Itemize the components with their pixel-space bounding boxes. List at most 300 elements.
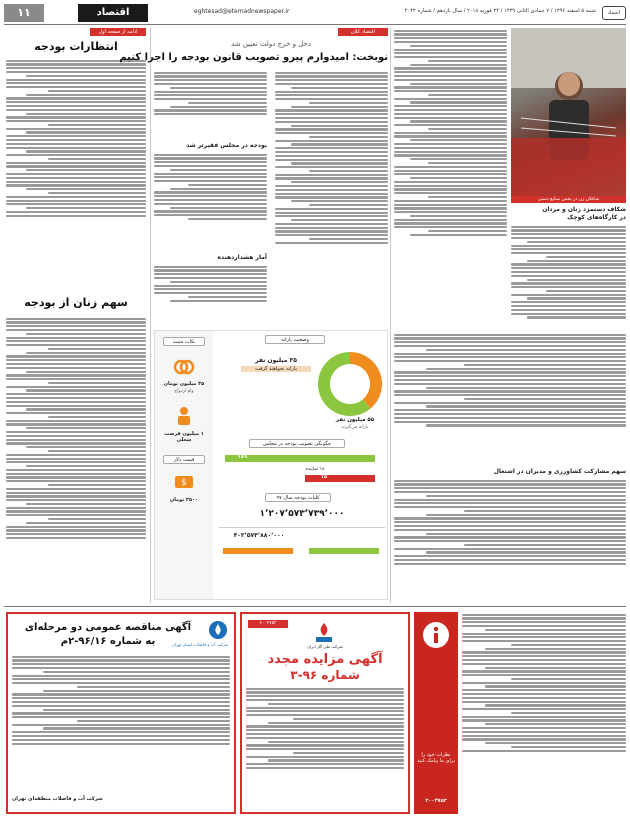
text-line xyxy=(43,690,230,692)
ad-feedback xyxy=(414,612,458,814)
text-line xyxy=(6,355,146,357)
text-line xyxy=(275,128,388,130)
text-line xyxy=(394,166,507,168)
text-line xyxy=(394,37,507,39)
ad-auction-number-badge: ۲۰۰۴۷۵۳ xyxy=(248,620,288,628)
text-line xyxy=(394,360,626,362)
text-line xyxy=(6,529,146,531)
text-line xyxy=(6,526,146,528)
text-line xyxy=(511,301,626,303)
text-line xyxy=(12,716,230,718)
text-line xyxy=(291,106,388,108)
text-line xyxy=(6,514,146,516)
text-line xyxy=(154,195,267,197)
text-line xyxy=(462,625,626,627)
text-line xyxy=(48,450,146,452)
ad-tender-org: شرکت آب و فاضلاب استان تهران xyxy=(171,642,229,647)
text-line xyxy=(77,686,230,688)
text-line xyxy=(394,480,626,482)
text-line xyxy=(154,288,267,290)
text-line xyxy=(154,94,267,96)
text-line xyxy=(426,533,626,535)
text-line xyxy=(275,223,388,225)
text-line xyxy=(275,151,388,153)
text-line xyxy=(12,693,230,695)
subhead-poorer: بودجه در مجلس فقیرتر شد xyxy=(186,142,267,149)
text-line xyxy=(6,476,146,478)
text-line xyxy=(275,79,388,81)
text-line xyxy=(527,316,626,318)
text-line xyxy=(246,688,404,690)
text-line xyxy=(170,169,267,171)
text-line xyxy=(275,230,388,232)
text-line xyxy=(246,763,404,765)
text-line xyxy=(6,435,146,437)
text-line xyxy=(464,398,626,400)
text-line xyxy=(394,154,507,156)
text-line xyxy=(546,256,627,258)
text-line xyxy=(511,267,626,269)
text-line xyxy=(154,203,267,205)
text-line xyxy=(48,416,146,418)
text-line xyxy=(26,207,146,209)
text-line xyxy=(309,238,388,240)
section-tag: اقتصاد کلان xyxy=(338,28,388,36)
text-line xyxy=(394,33,507,35)
headline-budget-expectations: انتظارات بودجه xyxy=(34,40,118,53)
text-line xyxy=(188,296,267,298)
text-line xyxy=(426,495,626,497)
text-line xyxy=(394,143,507,145)
text-line xyxy=(464,364,626,366)
text-line xyxy=(410,45,507,47)
text-line xyxy=(6,363,146,365)
text-line xyxy=(291,181,388,183)
text-line xyxy=(394,525,626,527)
text-line xyxy=(6,71,146,73)
text-line xyxy=(394,341,626,343)
text-line xyxy=(6,431,146,433)
text-line xyxy=(394,390,626,392)
text-line xyxy=(394,337,626,339)
text-line xyxy=(394,219,507,221)
ad-tender xyxy=(6,612,236,814)
text-line xyxy=(6,510,146,512)
text-line xyxy=(394,200,507,202)
text-line xyxy=(26,333,146,335)
text-line xyxy=(426,368,626,370)
text-line xyxy=(511,271,626,273)
side-title: نکات مثبت xyxy=(163,337,205,346)
text-line xyxy=(462,693,626,695)
text-line xyxy=(428,162,507,164)
text-line xyxy=(12,663,230,665)
text-line xyxy=(511,226,626,228)
text-line xyxy=(394,536,626,538)
text-line xyxy=(394,109,507,111)
text-line xyxy=(246,725,404,727)
text-line xyxy=(246,767,404,769)
text-line xyxy=(462,689,626,691)
text-line xyxy=(275,166,388,168)
text-line xyxy=(154,113,267,115)
side-item-dollar: قیمت دلار xyxy=(163,455,205,464)
article-body-right-d xyxy=(394,332,626,467)
vote-bar-top xyxy=(225,455,375,462)
text-line xyxy=(268,741,404,743)
text-line xyxy=(275,75,388,77)
text-line xyxy=(26,131,146,133)
text-line xyxy=(462,614,626,616)
text-line xyxy=(6,344,146,346)
text-line xyxy=(246,733,404,735)
text-line xyxy=(275,177,388,179)
text-line xyxy=(6,533,146,535)
text-line xyxy=(12,675,230,677)
text-line xyxy=(26,389,146,391)
side-item-loan: ۳۵ میلیون تومان xyxy=(163,381,205,387)
subhead-wage-gap: شکاف دستمزد زنان و مردان xyxy=(542,206,626,213)
column-left xyxy=(6,28,146,603)
text-line xyxy=(511,233,626,235)
text-line xyxy=(268,759,404,761)
text-line xyxy=(426,349,626,351)
text-line xyxy=(394,132,507,134)
side-panel xyxy=(155,331,213,599)
budget-sub-box xyxy=(219,527,385,567)
text-line xyxy=(6,458,146,460)
text-line xyxy=(410,234,507,236)
side-item-dollar-val: ۳۵۰۰ تومان xyxy=(169,497,199,503)
text-line xyxy=(6,454,146,456)
text-line xyxy=(6,318,146,320)
text-line xyxy=(154,72,267,74)
text-line xyxy=(154,266,267,268)
text-line xyxy=(6,181,146,183)
text-line xyxy=(394,52,507,54)
text-line xyxy=(6,184,146,186)
text-line xyxy=(462,750,626,752)
text-line xyxy=(48,484,146,486)
text-line xyxy=(6,147,146,149)
text-line xyxy=(48,518,146,520)
text-line xyxy=(485,667,626,669)
text-line xyxy=(43,709,230,711)
text-line xyxy=(485,742,626,744)
text-line xyxy=(6,128,146,130)
text-line xyxy=(6,321,146,323)
email-text: eghtesad@etemadnewspaper.ir xyxy=(194,8,290,15)
text-line xyxy=(275,234,388,236)
text-line xyxy=(394,491,626,493)
text-line xyxy=(410,139,507,141)
text-line xyxy=(6,154,146,156)
text-line xyxy=(6,116,146,118)
text-line xyxy=(26,408,146,410)
headline-women-budget: سهم زنان از بودجه xyxy=(24,296,128,309)
text-line xyxy=(275,185,388,187)
text-line xyxy=(6,162,146,164)
text-line xyxy=(154,109,267,111)
donut-slice xyxy=(350,358,376,404)
text-line xyxy=(6,215,146,217)
subsidy-donut xyxy=(315,349,385,419)
ad-auction-title: آگهی مزایده مجدد xyxy=(267,652,383,667)
text-line xyxy=(275,196,388,198)
text-line xyxy=(154,154,267,156)
text-line xyxy=(511,294,626,296)
text-line xyxy=(511,644,626,646)
donut-small-sub: یارانه می‌گیرند xyxy=(341,425,369,430)
article-body-right-e xyxy=(394,478,626,603)
text-line xyxy=(511,248,626,250)
text-line xyxy=(26,427,146,429)
column-divider xyxy=(390,28,391,603)
text-line xyxy=(246,744,404,746)
text-line xyxy=(462,697,626,699)
text-line xyxy=(12,705,230,707)
feedback-text: نظرات خود را برای ما پیامک کنید xyxy=(416,752,456,764)
text-line xyxy=(246,695,404,697)
ad-auction-number: شماره ۹۶-۳ xyxy=(290,668,360,682)
text-line xyxy=(12,656,230,658)
text-line xyxy=(246,710,404,712)
text-line xyxy=(12,701,230,703)
text-line xyxy=(12,735,230,737)
vote-bar-bottom-value: ۱۵ xyxy=(320,474,327,480)
text-line xyxy=(462,659,626,661)
text-line xyxy=(410,101,507,103)
text-line xyxy=(170,300,267,302)
text-line xyxy=(6,495,146,497)
text-line xyxy=(394,192,507,194)
budget-bar-a xyxy=(223,548,293,554)
text-line xyxy=(170,281,267,283)
page-header xyxy=(4,4,626,22)
text-line xyxy=(410,120,507,122)
text-line xyxy=(275,109,388,111)
column-divider xyxy=(150,28,151,603)
text-line xyxy=(6,196,146,198)
text-line xyxy=(394,181,507,183)
text-line xyxy=(6,393,146,395)
text-line xyxy=(246,691,404,693)
article-body-2 xyxy=(6,316,146,636)
text-line xyxy=(291,219,388,221)
text-line xyxy=(485,704,626,706)
vote-bar-top-value: ۱۸۹ xyxy=(237,454,247,460)
text-line xyxy=(6,200,146,202)
text-line xyxy=(394,409,626,411)
text-line xyxy=(394,356,626,358)
text-line xyxy=(511,282,626,284)
text-line xyxy=(154,161,267,163)
text-line xyxy=(462,682,626,684)
text-line xyxy=(6,139,146,141)
text-line xyxy=(246,756,404,758)
text-line xyxy=(394,402,626,404)
ad-tender-footer: شرکت آب و فاضلاب منطقه‌ای تهران xyxy=(12,796,103,802)
text-line xyxy=(6,165,146,167)
text-line xyxy=(394,30,507,32)
text-line xyxy=(394,379,626,381)
text-line xyxy=(268,722,404,724)
text-line xyxy=(6,499,146,501)
text-line xyxy=(426,514,626,516)
text-line xyxy=(12,724,230,726)
text-line xyxy=(293,718,404,720)
text-line xyxy=(462,663,626,665)
text-line xyxy=(309,102,388,104)
column-right xyxy=(394,28,626,603)
text-line xyxy=(275,189,388,191)
text-line xyxy=(275,94,388,96)
text-line xyxy=(246,699,404,701)
text-line xyxy=(154,173,267,175)
text-line xyxy=(394,173,507,175)
text-line xyxy=(6,173,146,175)
text-line xyxy=(6,507,146,509)
text-line xyxy=(426,405,626,407)
text-line xyxy=(462,655,626,657)
text-line xyxy=(394,124,507,126)
text-line xyxy=(6,359,146,361)
text-line xyxy=(154,91,267,93)
article-body-mid-d xyxy=(154,264,267,322)
text-line xyxy=(394,222,507,224)
text-line xyxy=(154,191,267,193)
text-line xyxy=(6,63,146,65)
text-line xyxy=(394,117,507,119)
text-line xyxy=(291,143,388,145)
text-line xyxy=(48,158,146,160)
photo-caption: شاغلان زن در بخش صنایع دستی xyxy=(511,196,626,203)
text-line xyxy=(275,174,388,176)
text-line xyxy=(462,633,626,635)
text-line xyxy=(43,671,230,673)
text-line xyxy=(546,290,627,292)
text-line xyxy=(26,371,146,373)
text-line xyxy=(6,367,146,369)
text-line xyxy=(394,147,507,149)
text-line xyxy=(12,682,230,684)
text-line xyxy=(48,348,146,350)
text-line xyxy=(170,188,267,190)
text-line xyxy=(6,337,146,339)
text-line xyxy=(394,151,507,153)
text-line xyxy=(428,128,507,130)
text-line xyxy=(170,106,267,108)
logo-mark: اعتماد xyxy=(602,6,626,20)
text-line xyxy=(12,731,230,733)
text-line xyxy=(394,170,507,172)
text-line xyxy=(170,87,267,89)
text-line xyxy=(48,192,146,194)
text-line xyxy=(26,522,146,524)
text-line xyxy=(26,113,146,115)
text-line xyxy=(188,218,267,220)
text-line xyxy=(6,423,146,425)
text-line xyxy=(26,169,146,171)
text-line xyxy=(462,621,626,623)
text-line xyxy=(462,701,626,703)
side-item-jobs: ۱ میلیون فرصت شغلی xyxy=(164,431,204,443)
text-line xyxy=(6,412,146,414)
text-line xyxy=(394,67,507,69)
text-line xyxy=(246,714,404,716)
text-line xyxy=(154,285,267,287)
text-line xyxy=(48,90,146,92)
text-line xyxy=(511,275,626,277)
text-line xyxy=(6,211,146,213)
text-line xyxy=(6,378,146,380)
text-line xyxy=(48,124,146,126)
text-line xyxy=(154,210,267,212)
text-line xyxy=(275,83,388,85)
text-line xyxy=(394,185,507,187)
text-line xyxy=(6,67,146,69)
budget-bar-b xyxy=(309,548,379,554)
text-line xyxy=(426,424,626,426)
text-line xyxy=(275,121,388,123)
text-line xyxy=(154,79,267,81)
text-line xyxy=(394,79,507,81)
text-line xyxy=(6,101,146,103)
text-line xyxy=(428,60,507,62)
text-line xyxy=(6,105,146,107)
text-line xyxy=(462,708,626,710)
text-line xyxy=(246,707,404,709)
text-line xyxy=(6,439,146,441)
svg-text:$: $ xyxy=(181,478,187,488)
text-line xyxy=(511,263,626,265)
text-line xyxy=(462,731,626,733)
text-line xyxy=(462,716,626,718)
text-line xyxy=(154,83,267,85)
text-line xyxy=(462,738,626,740)
text-line xyxy=(394,555,626,557)
text-line xyxy=(6,469,146,471)
continued-tag: ادامه از صفحه اول xyxy=(90,28,146,36)
text-line xyxy=(48,382,146,384)
text-line xyxy=(154,98,267,100)
text-line xyxy=(394,188,507,190)
text-line xyxy=(6,135,146,137)
kicker: دخل و خرج دولت تعیین شد xyxy=(231,40,311,48)
text-line xyxy=(291,125,388,127)
text-line xyxy=(485,648,626,650)
ring-icon xyxy=(173,355,195,377)
text-line xyxy=(485,685,626,687)
text-line xyxy=(462,727,626,729)
text-line xyxy=(275,132,388,134)
text-line xyxy=(26,465,146,467)
text-line xyxy=(188,102,267,104)
text-line xyxy=(394,559,626,561)
text-line xyxy=(394,345,626,347)
text-line xyxy=(527,297,626,299)
text-line xyxy=(428,230,507,232)
vote-mid-label: ۱۸ نماینده xyxy=(305,467,325,472)
text-line xyxy=(12,697,230,699)
text-line xyxy=(428,196,507,198)
text-line xyxy=(394,135,507,137)
text-line xyxy=(6,97,146,99)
text-line xyxy=(462,670,626,672)
text-line xyxy=(394,506,626,508)
text-line xyxy=(511,305,626,307)
text-line xyxy=(426,387,626,389)
